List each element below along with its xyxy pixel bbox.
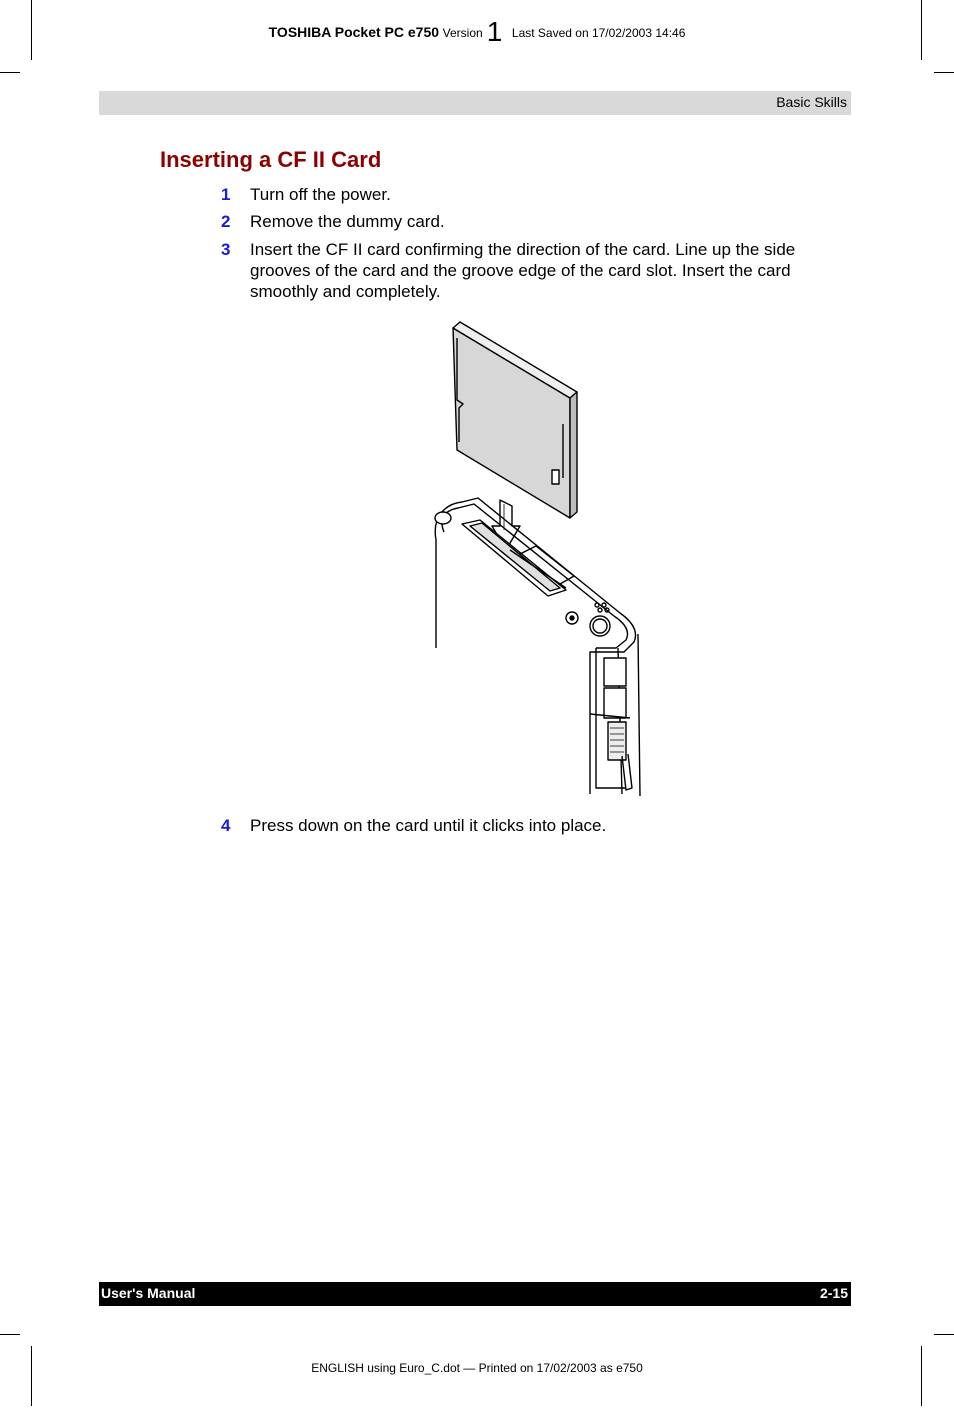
step-text: Press down on the card until it clicks into place. <box>250 816 607 835</box>
page-title: Inserting a CF II Card <box>160 147 382 172</box>
version-number: 1 <box>486 16 503 47</box>
cf-card-drawing <box>453 322 577 518</box>
step-number: 2 <box>221 212 231 231</box>
cf-card-insertion-illustration <box>400 318 660 800</box>
print-info: ENGLISH using Euro_C.dot — Printed on 17/02/2003 as e750 <box>311 1361 643 1375</box>
step-text: Remove the dummy card. <box>250 212 445 231</box>
product-name: TOSHIBA Pocket PC e750 <box>268 24 440 40</box>
step-text: Turn off the power. <box>250 185 391 204</box>
crop-mark <box>921 1346 922 1406</box>
footer-bar <box>99 1282 851 1306</box>
step-text: Insert the CF II card confirming the direction of the card. Line up the side grooves of the card and the groove edge of the card slot. Insert the card smoothly and completely. <box>250 240 796 301</box>
step-number: 3 <box>221 240 231 259</box>
crop-mark <box>934 1334 954 1335</box>
step-number: 1 <box>221 185 231 204</box>
last-saved: Last Saved on 17/02/2003 14:46 <box>511 26 686 40</box>
pocket-pc-drawing <box>435 498 640 796</box>
crop-mark <box>31 1346 32 1406</box>
crop-mark <box>0 1334 20 1335</box>
manual-name: User's Manual <box>101 1285 196 1301</box>
document-header <box>0 16 954 48</box>
step-number: 4 <box>221 816 231 835</box>
section-bar <box>99 91 851 115</box>
crop-mark <box>934 72 954 73</box>
section-name: Basic Skills <box>776 94 847 110</box>
page-number: 2-15 <box>819 1285 848 1301</box>
version-label: Version <box>442 26 483 40</box>
crop-mark <box>0 72 20 73</box>
